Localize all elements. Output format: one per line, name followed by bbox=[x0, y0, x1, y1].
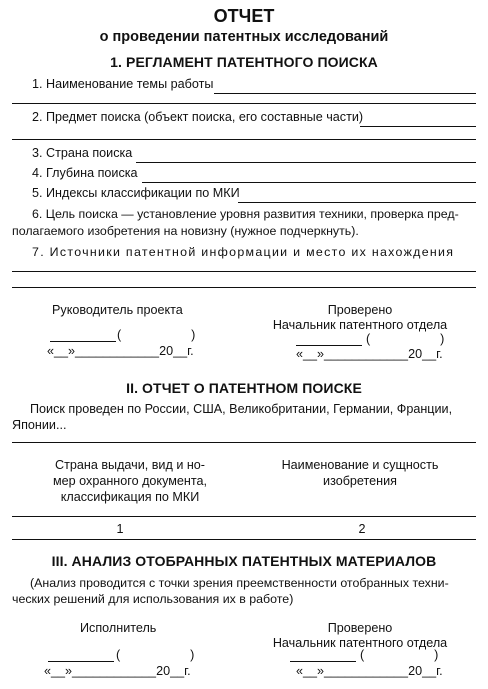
section2-table-top-line bbox=[12, 442, 476, 443]
sig2-right-date[interactable]: «__»____________20__г. bbox=[296, 664, 443, 678]
sig1-left-signature-line[interactable] bbox=[50, 341, 116, 342]
item2-label: 2. Предмет поиска (объект поиска, его составные части) bbox=[32, 110, 364, 124]
item4-field-line[interactable] bbox=[142, 182, 476, 183]
section3-text-line2: ческих решений для использования их в работе) bbox=[12, 592, 294, 606]
item7-label: 7. Источники патентной информации и место их нахождения bbox=[32, 245, 455, 259]
item4-label: 4. Глубина поиска bbox=[32, 166, 138, 180]
col1-header-line2: мер охранного документа, bbox=[53, 474, 207, 488]
report-title: ОТЧЕТ bbox=[213, 6, 275, 26]
col1-number: 1 bbox=[116, 522, 124, 536]
col1-header-line3: классификация по МКИ bbox=[60, 490, 200, 504]
section1-heading: 1. РЕГЛАМЕНТ ПАТЕНТНОГО ПОИСКА bbox=[110, 54, 378, 70]
report-subtitle: о проведении патентных исследований bbox=[99, 29, 389, 45]
sig2-left-title: Исполнитель bbox=[80, 621, 157, 635]
section2-table-header-line bbox=[12, 516, 476, 517]
section2-text-line1: Поиск проведен по России, США, Великобритании, Германии, Франции, bbox=[30, 402, 453, 416]
sig2-left-signature-line[interactable] bbox=[48, 661, 114, 662]
section2-heading: II. ОТЧЕТ О ПАТЕНТНОМ ПОИСКЕ bbox=[126, 380, 362, 396]
item3-field-line[interactable] bbox=[136, 162, 476, 163]
sig2-right-title1: Проверено bbox=[327, 621, 393, 635]
sig1-right-name[interactable]: ( ) bbox=[366, 332, 445, 346]
sig1-right-title1: Проверено bbox=[327, 303, 393, 317]
section2-table-bottom-line bbox=[12, 539, 476, 540]
sig1-right-date[interactable]: «__»____________20__г. bbox=[296, 347, 443, 361]
col1-header-line1: Страна выдачи, вид и но- bbox=[55, 458, 205, 472]
sig1-left-title: Руководитель проекта bbox=[52, 303, 183, 317]
section3-text-line1: (Анализ проводится с точки зрения преемственности отобранных техни- bbox=[30, 576, 449, 590]
item2-field-line2[interactable] bbox=[12, 139, 476, 140]
sig2-right-signature-line[interactable] bbox=[290, 661, 356, 662]
item1-field-line[interactable] bbox=[214, 93, 476, 94]
sig1-left-date[interactable]: «__»____________20__г. bbox=[47, 344, 194, 358]
col2-header-line2: изобретения bbox=[323, 474, 397, 488]
item2-field-line[interactable] bbox=[360, 126, 476, 127]
sig2-left-name[interactable]: ( ) bbox=[116, 648, 195, 662]
item1-label: 1. Наименование темы работы bbox=[32, 77, 214, 91]
sig1-right-title2: Начальник патентного отдела bbox=[272, 318, 448, 332]
item1-field-line2[interactable] bbox=[12, 103, 476, 104]
sig2-left-date[interactable]: «__»____________20__г. bbox=[44, 664, 191, 678]
item5-label: 5. Индексы классификации по МКИ bbox=[32, 186, 240, 200]
sig2-right-title2: Начальник патентного отдела bbox=[272, 636, 448, 650]
sig1-right-signature-line[interactable] bbox=[296, 345, 362, 346]
item3-label: 3. Страна поиска bbox=[32, 146, 133, 160]
item6-line2: полагаемого изобретения на новизну (нужное подчеркнуть). bbox=[12, 224, 359, 238]
item5-field-line[interactable] bbox=[238, 202, 476, 203]
item7-field-line[interactable] bbox=[12, 271, 476, 272]
col2-header-line1: Наименование и сущность bbox=[281, 458, 439, 472]
sig1-left-name[interactable]: ( ) bbox=[117, 328, 196, 342]
col2-number: 2 bbox=[358, 522, 366, 536]
sig2-right-name[interactable]: ( ) bbox=[360, 648, 439, 662]
item7-field-line2[interactable] bbox=[12, 287, 476, 288]
section3-heading: III. АНАЛИЗ ОТОБРАННЫХ ПАТЕНТНЫХ МАТЕРИАЛОВ bbox=[51, 553, 437, 569]
item6-line1: 6. Цель поиска — установление уровня развития техники, проверка пред- bbox=[32, 207, 459, 221]
section2-text-line2: Японии... bbox=[12, 418, 67, 432]
